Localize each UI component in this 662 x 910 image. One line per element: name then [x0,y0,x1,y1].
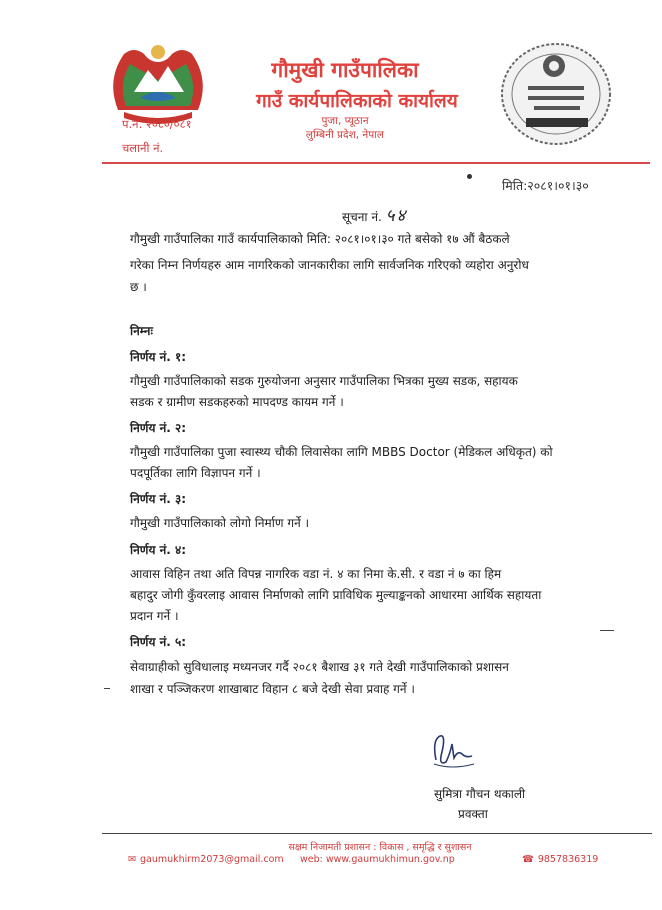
mail-icon: ✉ [128,854,136,865]
dispatch-number: चलानी नं. [122,141,164,155]
decision-2-line-1: गौमुखी गाउँपालिका पुजा स्वास्थ्य चौकी लिवासेका लागि MBBS Doctor (मेडिकल अधिकृत) को [130,445,553,459]
address-line-1: पुजा, प्यूठान [321,115,369,127]
municipality-name: गौमुखी गाउँपालिका [271,58,419,82]
office-seal-stamp [498,38,614,146]
footer-website: web: www.gaumukhimun.gov.np [300,854,455,865]
decision-3-heading: निर्णय नं. ३: [130,492,187,506]
decision-1-line-2: सडक र ग्रामीण सडकहरुको मापदण्ड कायम गर्ने । [130,395,344,409]
decision-4-line-2: बहादुर जोगी कुँवरलाइ आवास निर्माणको लागि प्राविधिक मुल्याङ्कनको आधारमा आर्थिक सहायता [130,588,542,602]
decision-4-line-3: प्रदान गर्ने । [130,609,179,623]
notice-label: सूचना नं. [342,210,382,224]
notice-number [342,203,407,226]
address-line-2: लुम्बिनी प्रदेश, नेपाल [305,129,385,141]
decision-1-heading: निर्णय नं. १: [130,350,187,364]
decision-2-line-2: पदपूर्तिका लागि विज्ञापन गर्ने । [130,466,261,480]
decision-3-line-1: गौमुखी गाउँपालिकाको लोगो निर्माण गर्ने । [130,516,310,530]
intro-line-3: छ । [130,280,147,294]
footer-slogan: सक्षम निजामती प्रशासन : विकास , समृद्धि र सुशासन [288,842,472,853]
scan-mark [600,630,614,631]
decision-2-heading: निर्णय नं. २: [130,421,187,435]
phone-text: 9857836319 [537,854,599,865]
intro-line-1: गौमुखी गाउँपालिका गाउँ कार्यपालिकाको मिति: २०८१।०१।३० गते बसेको १७ औं बैठकले [130,232,510,246]
scan-mark [104,688,110,689]
notice-value: ५४ [385,206,408,226]
date: मिति:२०८१।०१।३० [502,178,589,193]
header-divider [102,162,650,164]
following-label: निम्नः [130,324,153,338]
decision-4-line-1: आवास विहिन तथा अति विपन्न नागरिक वडा नं. ४ का निमा के.सी. र वडा नं ७ का हिम [130,567,502,581]
decision-1-line-1: गौमुखी गाउँपालिकाको सडक गुरुयोजना अनुसार गाउँपालिका भित्रका मुख्य सडक, सहायक [130,374,518,388]
decision-4-heading: निर्णय नं. ४: [130,543,187,557]
email-text: gaumukhirm2073@gmail.com [139,854,284,865]
date-mark [467,174,472,179]
office-name: गाउँ कार्यपालिकाको कार्यालय [256,90,458,112]
footer-phone [522,854,598,865]
footer-email [128,854,284,865]
decision-5-line-2: शाखा र पञ्जिकरण शाखाबाट विहान ८ बजे देखी सेवा प्रवाह गर्ने । [130,682,415,696]
letter-number: प.नं. २०८०/०८१ [122,117,192,131]
intro-line-2: गरेका निम्न निर्णयहरु आम नागरिकको जानकारीका लागि सार्वजनिक गरिएको व्यहोरा अनुरोध [130,258,529,272]
handwritten-signature [428,730,478,772]
nepal-emblem-logo [104,40,212,124]
decision-5-heading: निर्णय नं. ५: [130,635,187,649]
phone-icon: ☎ [522,854,534,865]
signatory-name: सुमित्रा गौचन थकाली [434,787,526,801]
signatory-role: प्रवक्ता [458,807,488,821]
decision-5-line-1: सेवाग्राहीको सुविधालाइ मध्यनजर गर्दै २०८१ बैशाख ३१ गते देखी गाउँपालिकाको प्रशासन [130,660,509,674]
footer-divider [102,833,652,834]
